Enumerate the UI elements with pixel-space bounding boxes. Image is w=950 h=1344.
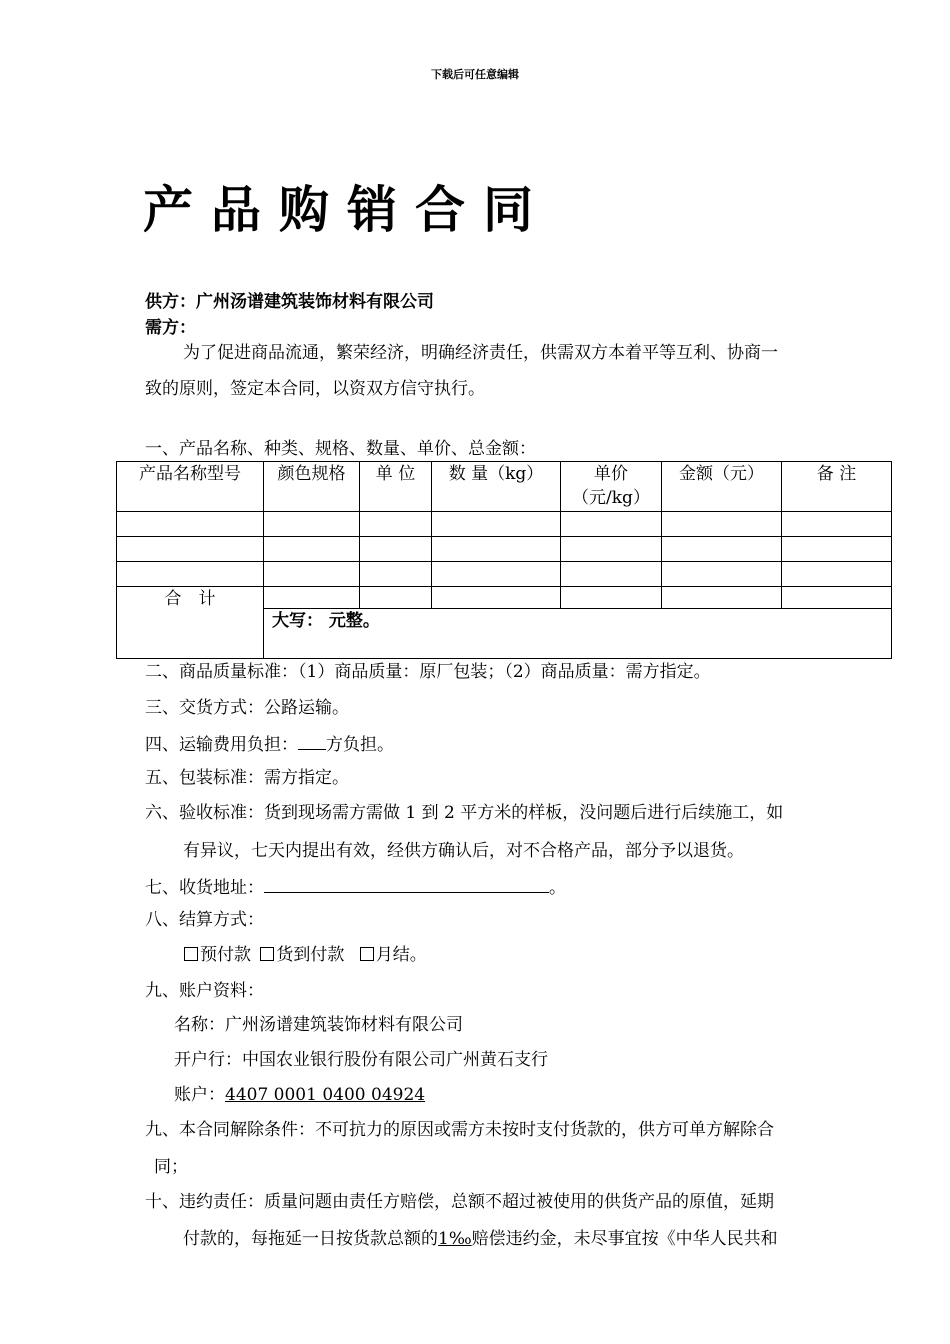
- account-number-label: 账户：: [174, 1085, 225, 1105]
- supplier-line: 供方：广州汤谱建筑装饰材料有限公司: [145, 292, 434, 312]
- intro-line-2: 致的原则，签定本合同，以资双方信守执行。: [145, 379, 485, 399]
- checkbox-monthly[interactable]: [360, 947, 374, 961]
- header-unit-price: [561, 462, 662, 512]
- section-7-prefix: 七、收货地址：: [145, 878, 264, 898]
- section-6-line-1: 六、验收标准：货到现场需方需做 1 到 2 平方米的样板，没问题后进行后续施工，如: [145, 803, 784, 823]
- header-color-spec: 颜色规格: [264, 462, 360, 512]
- section-3: 三、交货方式：公路运输。: [145, 698, 349, 718]
- header-quantity: 数 量（kg）: [432, 462, 561, 512]
- option-monthly: 月结。: [375, 945, 427, 965]
- document-title: 产品购销合同: [143, 181, 551, 239]
- table-header-row: [117, 462, 892, 512]
- table-row: [117, 512, 892, 537]
- section-5: 五、包装标准：需方指定。: [145, 768, 349, 788]
- section-2: 二、商品质量标准：（1）商品质量：原厂包装；（2）商品质量：需方指定。: [145, 662, 711, 682]
- section-9: 九、账户资料：: [145, 981, 264, 1001]
- table-row: [117, 562, 892, 587]
- option-cod: 货到付款: [276, 945, 345, 965]
- account-bank: 开户行：中国农业银行股份有限公司广州黄石支行: [174, 1050, 548, 1070]
- payment-options: [184, 945, 427, 965]
- daxie-cell: [264, 609, 892, 659]
- intro-line-1: 为了促进商品流通，繁荣经济，明确经济责任，供需双方本着平等互利、协商一: [183, 343, 778, 363]
- section-8: 八、结算方式：: [145, 910, 264, 930]
- header-unit-price-label: 单价: [594, 464, 628, 484]
- party-blank[interactable]: [298, 733, 326, 750]
- penalty-rate: 1‰: [438, 1229, 472, 1249]
- section-9b-line-1: 九、本合同解除条件：不可抗力的原因或需方未按时支付货款的，供方可单方解除合: [145, 1120, 774, 1140]
- section-10-prefix: 付款的，每拖延一日按货款总额的: [183, 1229, 438, 1249]
- section-4: [145, 733, 394, 755]
- header-remarks: 备 注: [782, 462, 892, 512]
- section-4-prefix: 四、运输费用负担：: [145, 735, 298, 755]
- section-4-suffix: 方负担。: [326, 735, 394, 755]
- section-10-line-1: 十、违约责任：质量问题由责任方赔偿，总额不超过被使用的供货产品的原值，延期: [145, 1192, 774, 1212]
- address-blank[interactable]: [264, 876, 549, 893]
- account-name: 名称：广州汤谱建筑装饰材料有限公司: [174, 1015, 463, 1035]
- section-10-line-2: [183, 1229, 778, 1249]
- product-table: [116, 461, 892, 659]
- total-label: 合 计: [117, 587, 264, 659]
- section-7: [145, 876, 566, 898]
- total-row: [117, 587, 892, 609]
- checkbox-cod[interactable]: [260, 947, 274, 961]
- header-note: 下载后可任意编辑: [431, 68, 519, 81]
- header-product-name: 产品名称型号: [117, 462, 264, 512]
- section-10-suffix: 赔偿违约金，未尽事宜按《中华人民共和: [471, 1229, 778, 1249]
- daxie-label: 大写：: [272, 611, 323, 631]
- buyer-line: 需方：: [145, 318, 196, 338]
- option-prepay: 预付款: [200, 945, 251, 965]
- daxie-suffix: 元整。: [328, 611, 380, 631]
- account-number-line: [174, 1085, 425, 1105]
- section-6-line-2: 有异议，七天内提出有效，经供方确认后，对不合格产品，部分予以退货。: [183, 841, 744, 861]
- header-unit: 单 位: [360, 462, 432, 512]
- section-1-title: 一、产品名称、种类、规格、数量、单价、总金额：: [145, 439, 536, 459]
- table-row: [117, 537, 892, 562]
- account-number: 4407 0001 0400 04924: [225, 1085, 426, 1105]
- header-amount: 金额（元）: [662, 462, 782, 512]
- section-9b-line-2: 同；: [154, 1157, 188, 1177]
- checkbox-prepay[interactable]: [184, 947, 198, 961]
- header-unit-price-sub: （元/kg）: [572, 488, 650, 508]
- section-7-suffix: 。: [549, 878, 566, 898]
